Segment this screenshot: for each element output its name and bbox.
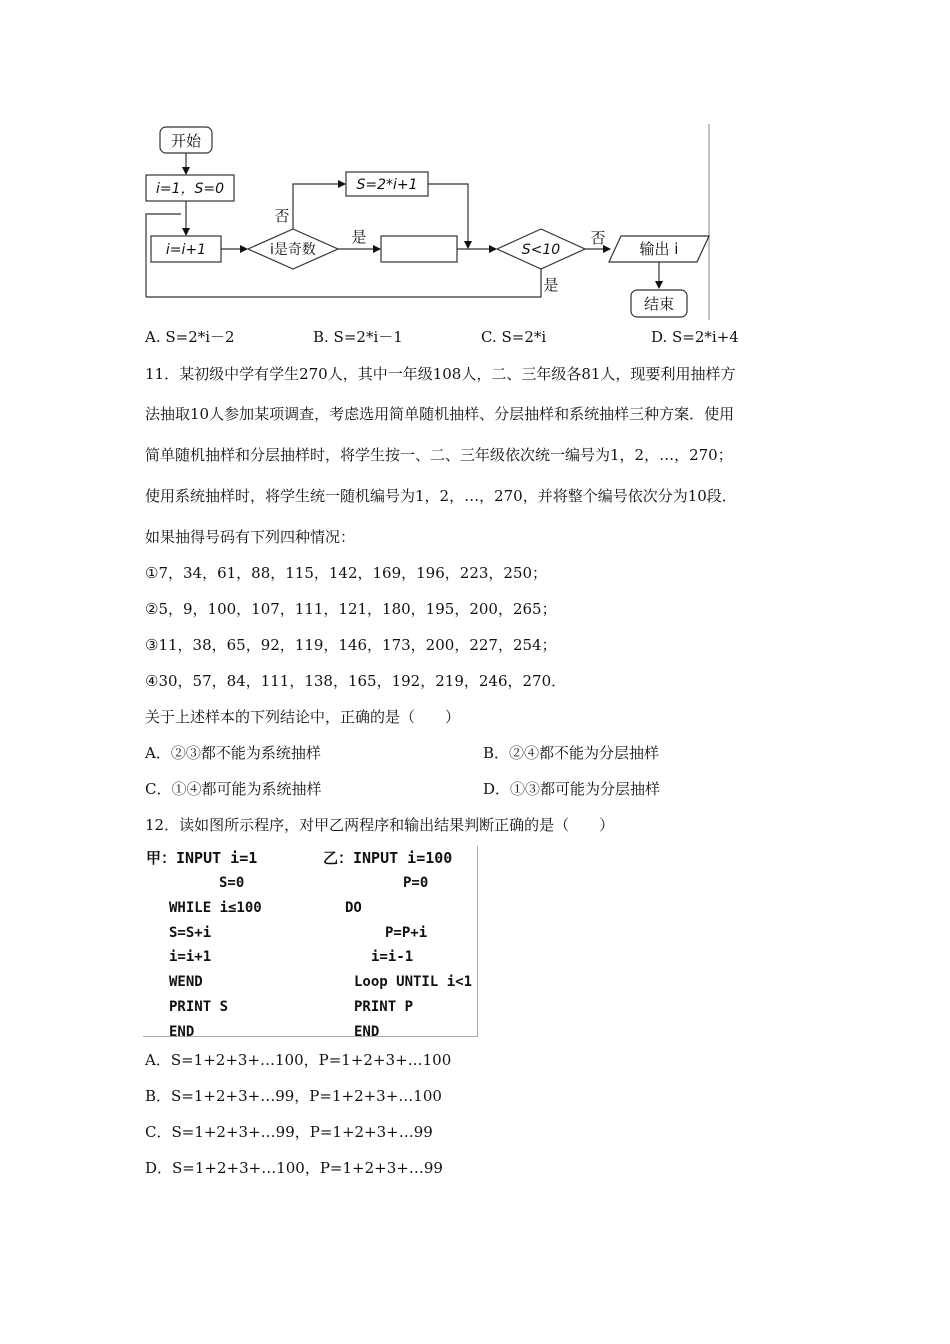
q11-option-d: D．①③都可能为分层抽样 (483, 780, 661, 798)
q11-sample-3: ③11，38，65，92，119，146，173，200，227，254； (145, 636, 557, 654)
q11-line-4: 使用系统抽样时，将学生统一随机编号为1，2，…，270，并将整个编号依次分为10段． (145, 487, 737, 505)
q11-sample-4: ④30，57，84，111，138，165，192，219，246，270． (145, 672, 567, 690)
jia-line-5: i=i+1 (169, 949, 212, 965)
assign-even-label: S=2*i+1 (356, 177, 418, 193)
end-label: 结束 (643, 295, 675, 313)
yi-line-8: END (354, 1024, 380, 1040)
yi-line-4: P=P+i (385, 925, 428, 941)
q11-sample-2: ②5，9，100，107，111，121，180，195，200，265； (145, 600, 557, 618)
blank-box-node (381, 236, 457, 262)
jia-line-3: WHILE i≤100 (169, 900, 262, 916)
jia-line-2: S=0 (219, 875, 245, 891)
output-label: 输出 i (639, 240, 679, 258)
q11-question: 关于上述样本的下列结论中，正确的是（ ） (145, 708, 461, 726)
flowchart-diagram (143, 122, 711, 324)
q11-sample-1: ①7，34，61，88，115，142，169，196，223，250； (145, 564, 548, 582)
q11-option-b: B．②④都不能为分层抽样 (483, 744, 660, 762)
q12-option-b: B．S=1+2+3+…99，P=1+2+3+…100 (145, 1087, 442, 1105)
increment-label: i=i+1 (165, 242, 207, 258)
q11-line-3: 简单随机抽样和分层抽样时，将学生按一、二、三年级依次统一编号为1，2，…，270； (145, 446, 733, 464)
q11-option-c: C．①④都可能为系统抽样 (145, 780, 322, 798)
q10-option-b: B. S=2*i－1 (313, 328, 403, 346)
q11-line-1: 11．某初级中学有学生270人，其中一年级108人，二、三年级各81人，现要利用抽样方 (145, 365, 736, 383)
jia-line-7: PRINT S (169, 999, 229, 1015)
decision-s-label: S<10 (521, 242, 561, 258)
q12-stem: 12．读如图所示程序，对甲乙两程序和输出结果判断正确的是（ ） (145, 816, 615, 834)
jia-line-4: S=S+i (169, 925, 212, 941)
q12-option-d: D．S=1+2+3+…100，P=1+2+3+…99 (145, 1159, 443, 1177)
branch-yes-loop-label: 是 (543, 276, 559, 294)
q11-line-5: 如果抽得号码有下列四种情况： (145, 528, 356, 546)
branch-no-right-label: 否 (590, 229, 606, 247)
yi-line-1: 乙：INPUT i=100 (323, 849, 453, 867)
q10-option-a: A. S=2*i－2 (145, 328, 235, 346)
yi-line-6: Loop UNTIL i<1 (354, 974, 473, 990)
jia-line-1: 甲：INPUT i=1 (146, 849, 258, 867)
yi-line-2: P=0 (403, 875, 429, 891)
q11-option-a: A．②③都不能为系统抽样 (145, 744, 321, 762)
q12-option-a: A．S=1+2+3+…100，P=1+2+3+…100 (145, 1051, 452, 1069)
program-code-image (143, 846, 478, 1040)
yi-line-3: DO (345, 900, 362, 916)
q10-option-c: C. S=2*i (481, 328, 547, 346)
branch-yes-odd-label: 是 (351, 228, 367, 246)
decision-odd-label: i是奇数 (270, 242, 316, 258)
yi-line-7: PRINT P (354, 999, 414, 1015)
init-label: i=1，S=0 (155, 181, 225, 197)
start-label: 开始 (170, 132, 202, 150)
q10-option-d: D. S=2*i+4 (651, 328, 739, 346)
yi-line-5: i=i-1 (371, 949, 414, 965)
q11-line-2: 法抽取10人参加某项调查，考虑选用简单随机抽样、分层抽样和系统抽样三种方案．使用 (145, 405, 735, 423)
jia-line-8: END (169, 1024, 195, 1040)
branch-no-top-label: 否 (274, 207, 290, 225)
q12-option-c: C．S=1+2+3+…99，P=1+2+3+…99 (145, 1123, 433, 1141)
jia-line-6: WEND (169, 974, 203, 990)
